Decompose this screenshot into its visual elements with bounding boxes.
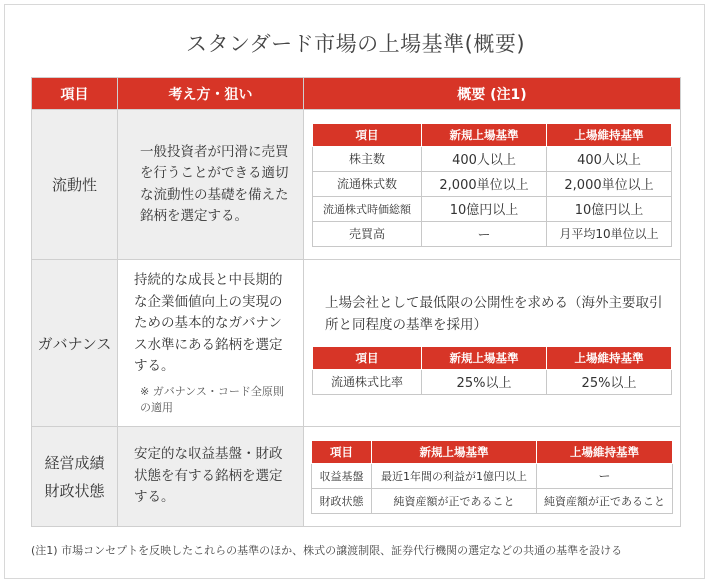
cell-maintain: 400人以上	[547, 146, 672, 171]
cell-item: 流通株式時価総額	[313, 196, 422, 221]
row-management	[32, 427, 681, 527]
cell-item: 株主数	[313, 146, 422, 171]
cell-maintain: 2,000単位以上	[547, 171, 672, 196]
label-management	[32, 427, 118, 527]
desc-governance-text: 持続的な成長と中長期的な企業価値向上の実現のための基本的なガバナンス水準にある銘柄を選定する。	[134, 272, 283, 375]
governance-th-item: 項目	[313, 346, 422, 369]
cell-maintain: ー	[537, 463, 673, 488]
governance-note: ※ ガバナンス・コード全原則の適用	[140, 384, 284, 414]
header-row	[32, 78, 681, 110]
table-row	[313, 171, 672, 196]
table-row	[312, 463, 673, 488]
desc-management	[118, 427, 304, 527]
label-management-line2: 財政状態	[44, 481, 105, 500]
overview-management	[304, 427, 681, 527]
cell-item: 財政状態	[312, 488, 372, 513]
cell-maintain: 25%以上	[547, 369, 672, 394]
cell-item: 流通株式数	[313, 171, 422, 196]
standards-table	[31, 77, 681, 527]
overview-liquidity	[304, 110, 681, 260]
liquidity-th-item: 項目	[313, 123, 422, 146]
cell-new: 最近1年間の利益が1億円以上	[372, 463, 537, 488]
table-row	[313, 196, 672, 221]
row-governance	[32, 260, 681, 427]
cell-new: 2,000単位以上	[422, 171, 547, 196]
management-table-header	[312, 440, 673, 463]
label-liquidity: 流動性	[32, 110, 118, 260]
row-liquidity	[32, 110, 681, 260]
governance-th-new: 新規上場基準	[422, 346, 547, 369]
governance-th-maintain: 上場維持基準	[547, 346, 672, 369]
desc-governance	[118, 260, 304, 427]
liquidity-th-new: 新規上場基準	[422, 123, 547, 146]
cell-item: 流通株式比率	[313, 369, 422, 394]
cell-new: 400人以上	[422, 146, 547, 171]
desc-liquidity	[118, 110, 304, 260]
governance-criteria-table	[312, 346, 672, 395]
header-item: 項目	[32, 78, 118, 110]
desc-liquidity-text: 一般投資者が円滑に売買を行うことができる適切な流動性の基礎を備えた銘柄を選定する。	[140, 143, 289, 224]
management-th-item: 項目	[312, 440, 372, 463]
liquidity-table-header	[313, 123, 672, 146]
management-th-maintain: 上場維持基準	[537, 440, 673, 463]
cell-item: 収益基盤	[312, 463, 372, 488]
label-management-line1: 経営成績	[44, 453, 105, 472]
management-th-new: 新規上場基準	[372, 440, 537, 463]
management-criteria-table	[311, 440, 673, 514]
table-row	[313, 369, 672, 394]
header-approach: 考え方・狙い	[118, 78, 304, 110]
cell-new: 純資産額が正であること	[372, 488, 537, 513]
cell-item: 売買高	[313, 221, 422, 246]
cell-maintain: 10億円以上	[547, 196, 672, 221]
liquidity-criteria-table	[312, 123, 672, 247]
cell-new: 25%以上	[422, 369, 547, 394]
table-row	[313, 146, 672, 171]
cell-new: ー	[422, 221, 547, 246]
header-overview: 概要 (注1)	[304, 78, 681, 110]
governance-table-header	[313, 346, 672, 369]
desc-management-text: 安定的な収益基盤・財政状態を有する銘柄を選定する。	[134, 446, 283, 506]
label-governance: ガバナンス	[32, 260, 118, 427]
governance-overview-text: 上場会社として最低限の公開性を求める（海外主要取引所と同程度の基準を採用）	[325, 294, 663, 333]
table-row	[313, 221, 672, 246]
footnote: (注1) 市場コンセプトを反映したこれらの基準のほか、株式の譲渡制限、証券代行機関の選定などの共通の基準を設ける	[31, 544, 623, 557]
page-title: スタンダード市場の上場基準(概要)	[185, 32, 526, 56]
liquidity-th-maintain: 上場維持基準	[547, 123, 672, 146]
cell-maintain: 月平均10単位以上	[547, 221, 672, 246]
cell-maintain: 純資産額が正であること	[537, 488, 673, 513]
table-row	[312, 488, 673, 513]
overview-governance	[304, 260, 681, 427]
cell-new: 10億円以上	[422, 196, 547, 221]
